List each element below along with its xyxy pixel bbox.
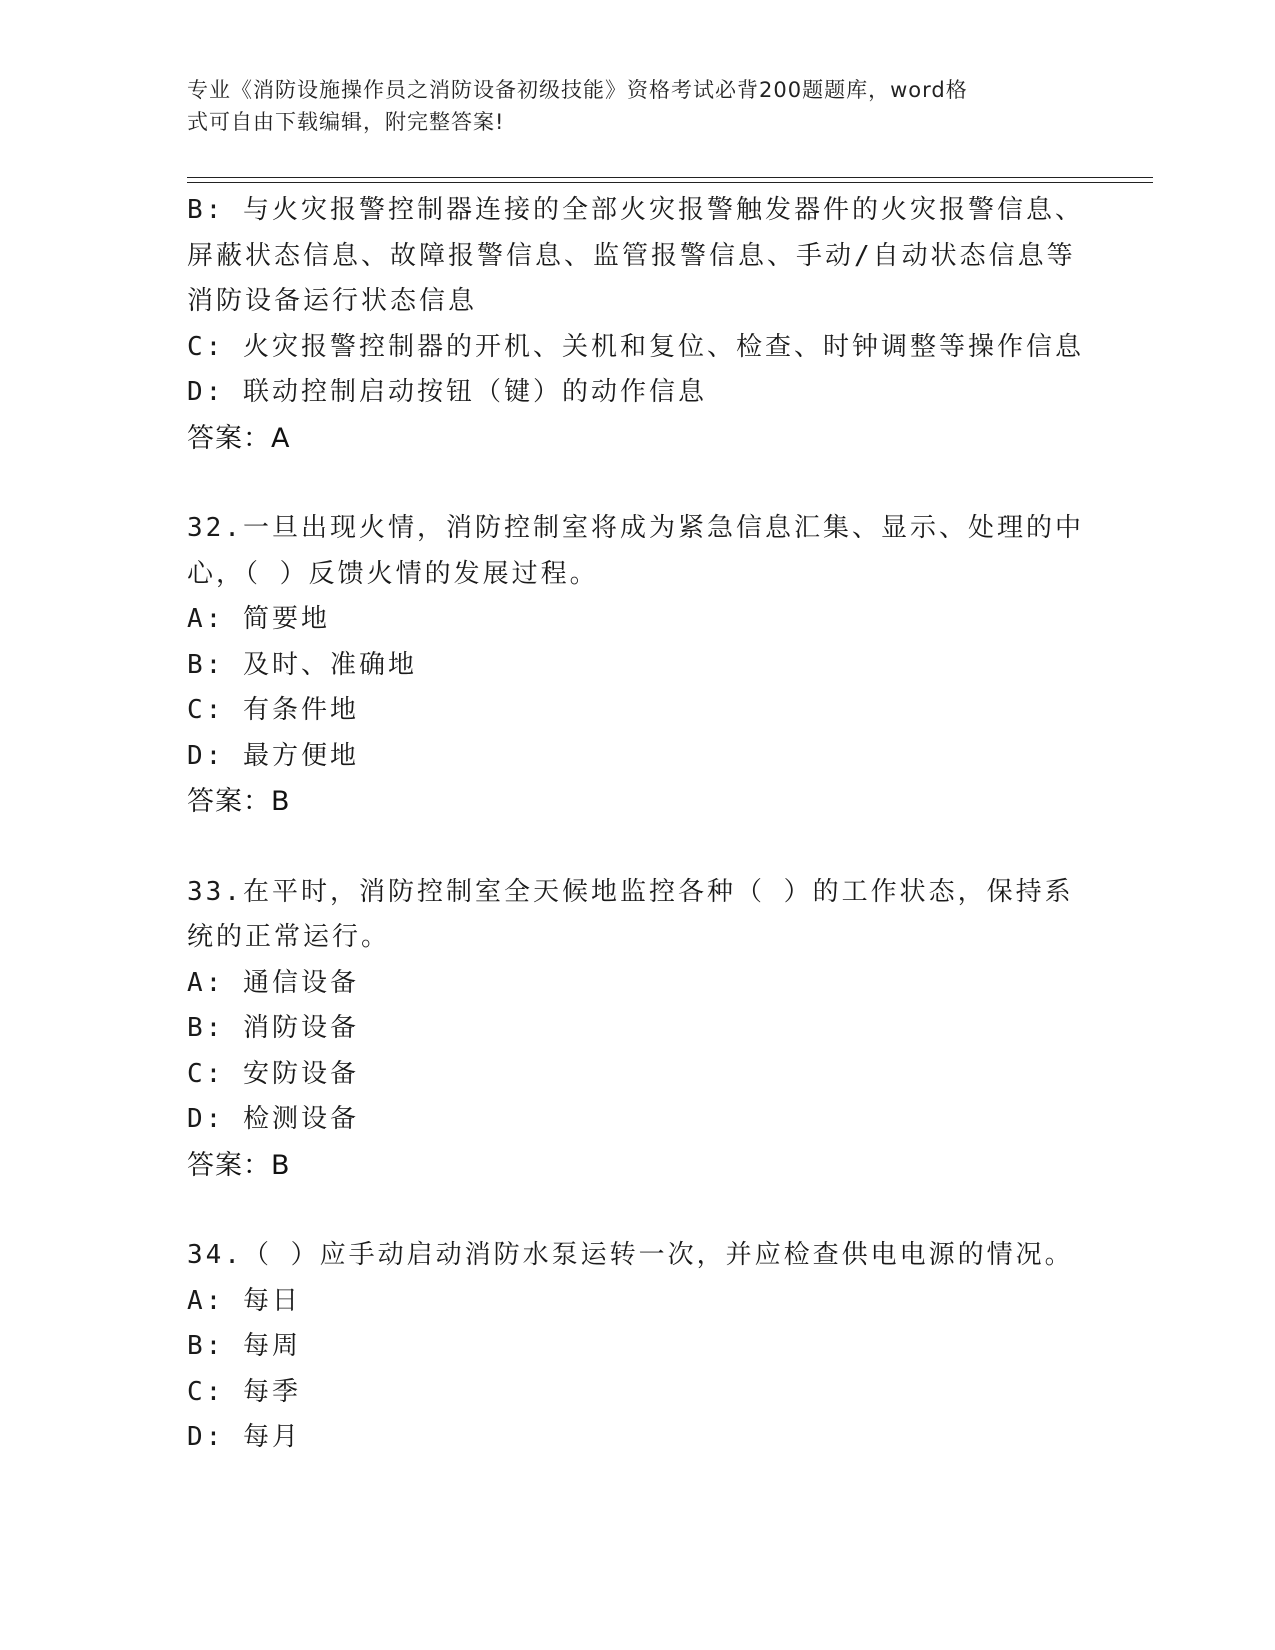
q34-option-b: B: 每周 — [187, 1331, 301, 1361]
q31-answer: 答案：A — [187, 422, 291, 454]
q32-answer: 答案：B — [187, 786, 291, 817]
q32-option-c: C: 有条件地 — [187, 695, 359, 725]
header-divider-top — [187, 177, 1153, 178]
q32-stem-line-2: 心，（ ）反馈火情的发展过程。 — [187, 558, 599, 589]
header-divider-bottom — [187, 182, 1153, 183]
q34-stem-line-1: 34.（ ）应手动启动消防水泵运转一次，并应检查供电电源的情况。 — [187, 1240, 1074, 1270]
q32-option-b: B: 及时、准确地 — [187, 649, 417, 680]
q33-option-c: C: 安防设备 — [187, 1058, 359, 1089]
question-list — [187, 188, 1127, 1461]
question-33 — [187, 870, 1127, 1189]
q33-answer: 答案：B — [187, 1149, 291, 1181]
spacer — [187, 461, 1127, 506]
q34-option-d: D: 每月 — [187, 1422, 301, 1452]
q31-option-c: C: 火灾报警控制器的开机、关机和复位、检查、时钟调整等操作信息 — [187, 331, 1084, 362]
q33-stem-line-2: 统的正常运行。 — [187, 922, 391, 952]
q32-option-a: A: 简要地 — [187, 604, 330, 634]
q31-option-b-line-1: B: 与火灾报警控制器连接的全部火灾报警触发器件的火灾报警信息、 — [187, 195, 1084, 225]
q33-option-b: B: 消防设备 — [187, 1013, 359, 1043]
q33-option-a: A: 通信设备 — [187, 967, 359, 998]
q33-option-d: D: 检测设备 — [187, 1104, 359, 1134]
q32-stem-line-1: 32.一旦出现火情，消防控制室将成为紧急信息汇集、显示、处理的中 — [187, 513, 1084, 543]
q34-option-c: C: 每季 — [187, 1376, 301, 1407]
q33-stem-line-1: 33.在平时，消防控制室全天候地监控各种（ ）的工作状态，保持系 — [187, 876, 1074, 907]
question-31 — [187, 188, 1127, 461]
header-line-2: 式可自由下载编辑，附完整答案! — [187, 110, 505, 134]
question-34 — [187, 1233, 1127, 1461]
q31-option-d: D: 联动控制启动按钮（键）的动作信息 — [187, 377, 707, 407]
q31-option-b-line-3: 消防设备运行状态信息 — [187, 286, 478, 316]
q31-option-b-line-2: 屏蔽状态信息、故障报警信息、监管报警信息、手动/自动状态信息等 — [187, 240, 1076, 271]
document-header — [187, 74, 1067, 138]
question-32 — [187, 506, 1127, 825]
q32-option-d: D: 最方便地 — [187, 740, 359, 771]
spacer — [187, 1188, 1127, 1233]
q34-option-a: A: 每日 — [187, 1285, 301, 1316]
header-line-1: 专业《消防设施操作员之消防设备初级技能》资格考试必背200题题库，word格 — [187, 78, 968, 102]
spacer — [187, 825, 1127, 870]
